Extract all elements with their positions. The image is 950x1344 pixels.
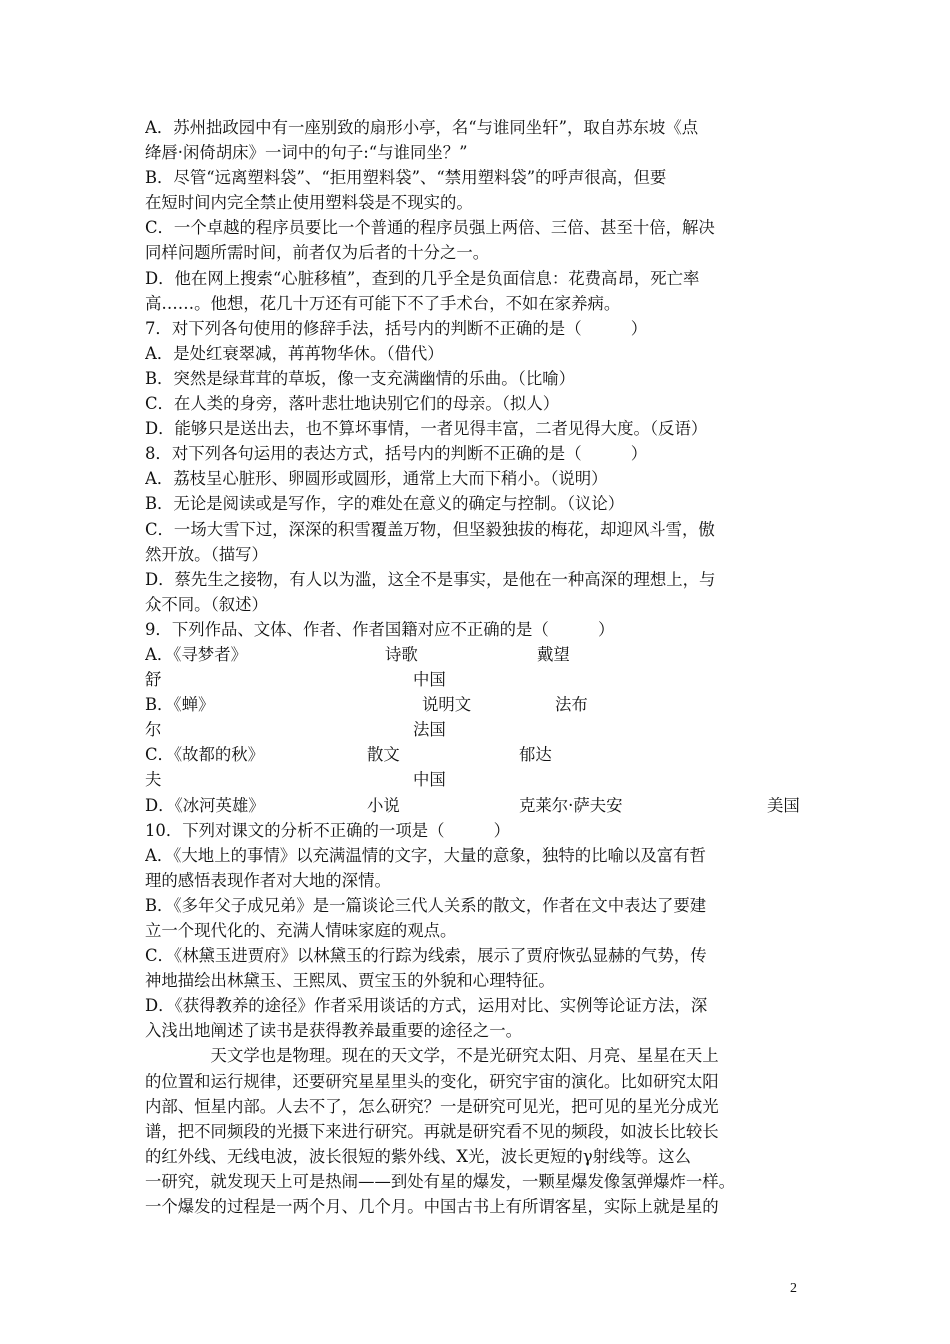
- passage-line: 一研究，就发现天上可是热闹——到处有星的爆发，一颗星爆发像氢弹爆炸一样。: [145, 1171, 736, 1191]
- q9-option-c: [145, 742, 810, 767]
- q8-option-a: A．荔枝呈心脏形、卵圆形或圆形，通常上大而下稍小。（说明）: [145, 469, 608, 489]
- passage-line: 谱，把不同频段的光摄下来进行研究。再就是研究看不见的频段，如波长比较长: [145, 1121, 719, 1141]
- q10-option-a: A．《大地上的事情》以充满温情的文字，大量的意象，独特的比喻以及富有哲: [145, 845, 706, 865]
- passage-line: 内部、恒星内部。人去不了，怎么研究？一是研究可见光，把可见的星光分成光: [145, 1096, 719, 1116]
- q9-c-author: 郁达: [519, 745, 552, 765]
- q9-option-a: [145, 642, 810, 667]
- q10-option-c-cont: 神地描绘出林黛玉、王熙凤、贾宝玉的外貌和心理特征。: [145, 971, 555, 991]
- q9-a-genre: 诗歌: [385, 644, 418, 664]
- q9-stem: 9．下列作品、文体、作者、作者国籍对应不正确的是（ ）: [145, 619, 615, 639]
- q8-option-d: D．蔡先生之接物，有人以为滥，这全不是事实，是他在一种高深的理想上，与: [145, 569, 716, 589]
- q9-c-author-end: 夫: [145, 770, 162, 790]
- q6-option-d: D．他在网上搜索“心脏移植”，查到的几乎全是负面信息：花费高昂，死亡率: [145, 268, 700, 288]
- q9-c-genre: 散文: [367, 745, 400, 765]
- q8-option-c-cont: 然开放。（描写）: [145, 544, 268, 564]
- q9-c-country: 中国: [413, 770, 446, 790]
- q9-b-genre: 说明文: [422, 695, 472, 715]
- q7-stem: 7．对下列各句使用的修辞手法，括号内的判断不正确的是（ ）: [145, 318, 648, 338]
- q7-option-a: A．是处红衰翠减，苒苒物华休。（借代）: [145, 343, 444, 363]
- passage-line: 一个爆发的过程是一两个月、几个月。中国古书上有所谓客星，实际上就是星的: [145, 1197, 719, 1217]
- q9-c-work: C．《故都的秋》: [145, 745, 265, 765]
- q6-option-b-cont: 在短时间内完全禁止使用塑料袋是不现实的。: [145, 193, 473, 213]
- q9-b-author: 法布: [555, 695, 588, 715]
- q10-option-b-cont: 立一个现代化的、充满人情味家庭的观点。: [145, 921, 457, 940]
- q9-a-work: A．《寻梦者》: [145, 644, 247, 664]
- q6-option-c-cont: 同样问题所需时间，前者仅为后者的十分之一。: [145, 243, 490, 263]
- q8-option-d-cont: 众不同。（叙述）: [145, 594, 268, 614]
- q9-a-author-end: 舒: [145, 670, 162, 690]
- q6-option-a-cont: 绛唇·闲倚胡床》一词中的句子:“与谁同坐？”: [145, 143, 468, 163]
- q9-d-work: D．《冰河英雄》: [145, 795, 265, 815]
- passage-line: 的位置和运行规律，还要研究星星里头的变化，研究宇宙的演化。比如研究太阳: [145, 1071, 719, 1091]
- q10-stem: 10．下列对课文的分析不正确的一项是（ ）: [145, 820, 511, 840]
- q9-option-d: [145, 793, 810, 818]
- q9-option-c-cont: [145, 767, 810, 792]
- q10-option-c: C．《林黛玉进贾府》以林黛玉的行踪为线索，展示了贾府恢弘显赫的气势，传: [145, 946, 707, 966]
- q9-d-genre: 小说: [367, 795, 400, 815]
- q9-b-country: 法国: [413, 720, 446, 740]
- q9-d-country: 美国: [767, 795, 800, 815]
- q10-option-a-cont: 理的感悟表现作者对大地的深情。: [145, 870, 391, 890]
- q8-option-b: B．无论是阅读或是写作，字的难处在意义的确定与控制。（议论）: [145, 494, 625, 514]
- q9-b-author-end: 尔: [145, 720, 162, 740]
- q6-option-b: B．尽管“远离塑料袋”、“拒用塑料袋”、“禁用塑料袋”的呼声很高，但要: [145, 168, 667, 188]
- page-number: 2: [790, 1281, 797, 1296]
- q7-option-b: B．突然是绿茸茸的草坂，像一支充满幽情的乐曲。（比喻）: [145, 368, 575, 388]
- q7-option-d: D．能够只是送出去，也不算坏事情，一者见得丰富，二者见得大度。（反语）: [145, 419, 708, 439]
- q9-d-author: 克莱尔·萨夫安: [519, 795, 623, 815]
- q9-b-work: B．《蝉》: [145, 695, 215, 715]
- q9-option-b-cont: [145, 717, 810, 742]
- passage-line: 天文学也是物理。现在的天文学，不是光研究太阳、月亮、星星在天上: [145, 1046, 719, 1066]
- q10-option-d: D．《获得教养的途径》作者采用谈话的方式，运用对比、实例等论证方法，深: [145, 996, 708, 1016]
- q6-option-a: A．苏州拙政园中有一座别致的扇形小亭，名“与谁同坐轩”，取自苏东坡《点: [145, 118, 699, 137]
- q9-option-a-cont: [145, 667, 810, 692]
- q8-stem: 8．对下列各句运用的表达方式，括号内的判断不正确的是（ ）: [145, 444, 648, 464]
- q8-option-c: C．一场大雪下过，深深的积雪覆盖万物，但坚毅独拔的梅花，却迎风斗雪，傲: [145, 519, 715, 539]
- passage-line: 的红外线、无线电波，波长很短的紫外线、X光，波长更短的γ射线等。这么: [145, 1146, 691, 1166]
- q7-option-c: C．在人类的身旁，落叶悲壮地诀别它们的母亲。（拟人）: [145, 394, 560, 414]
- q9-a-author: 戴望: [537, 644, 570, 664]
- q9-option-b: [145, 692, 810, 717]
- q6-option-d-cont: 高……。他想，花几十万还有可能下不了手术台，不如在家养病。: [145, 293, 621, 313]
- q9-a-country: 中国: [413, 670, 446, 690]
- q6-option-c: C．一个卓越的程序员要比一个普通的程序员强上两倍、三倍、甚至十倍，解决: [145, 218, 715, 238]
- document-page: [145, 115, 810, 1219]
- q10-option-d-cont: 入浅出地阐述了读书是获得教养最重要的途径之一。: [145, 1021, 522, 1041]
- q10-option-b: B．《多年父子成兄弟》是一篇谈论三代人关系的散文，作者在文中表达了要建: [145, 895, 707, 915]
